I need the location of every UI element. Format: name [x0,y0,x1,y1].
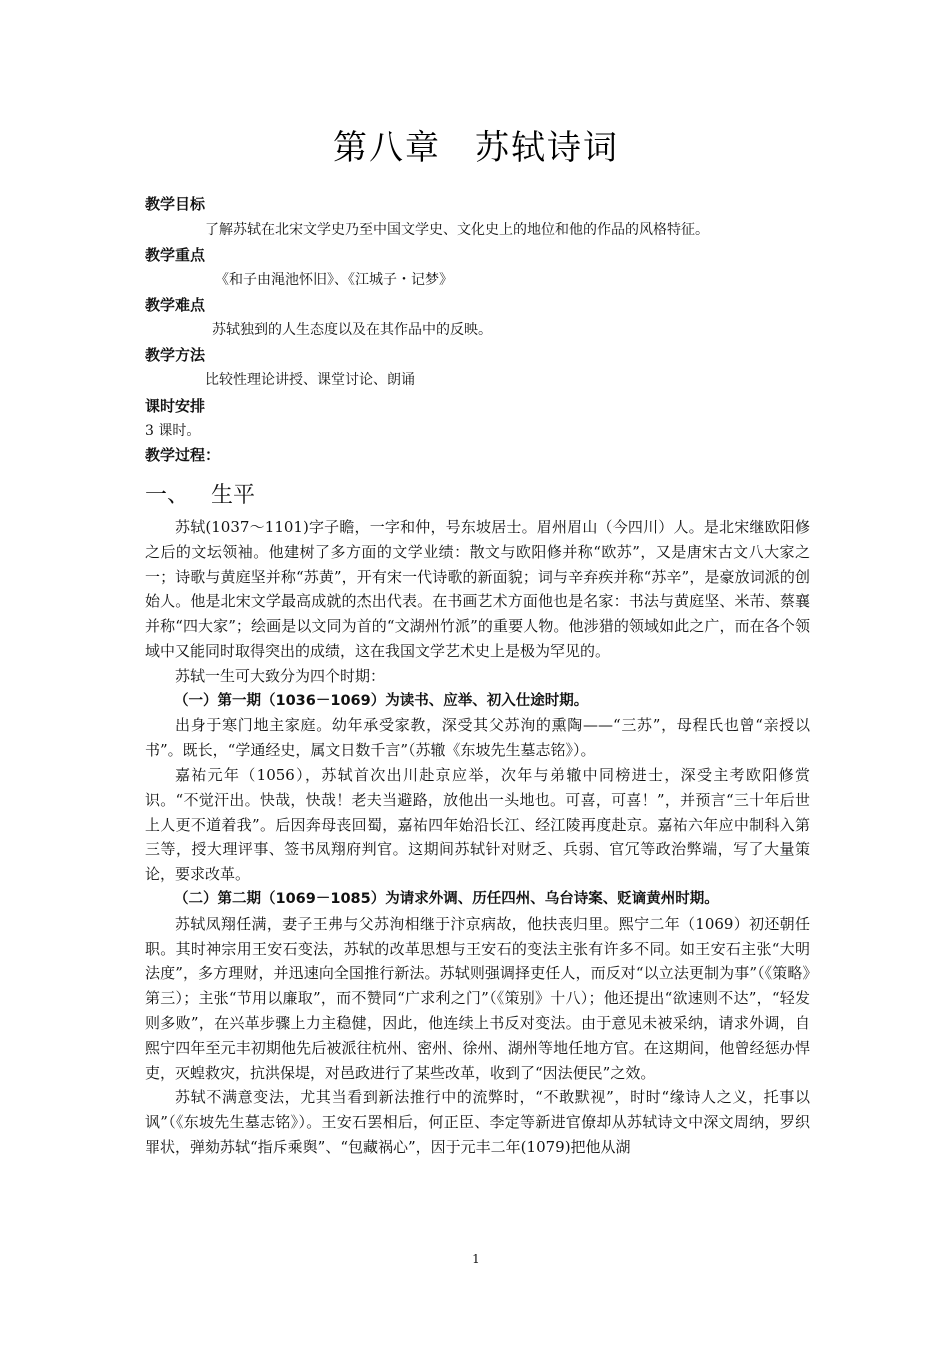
method-label: 教学方法 [145,346,206,364]
schedule-label: 课时安排 [145,397,206,415]
paragraph: 苏轼不满意变法，尤其当看到新法推行中的流弊时，“不敢默视”，时时“缘诗人之义，托事以讽”（《东坡先生墓志铭》）。王安石罢相后，何正臣、李定等新进官僚却从苏轼诗文中深文周纳，罗织罪状，弹劾苏轼“指斥乘舆”、“包藏祸心”，因于元丰二年(1079)把他从湖 [145,1088,810,1156]
difficulty-text: 苏轼独到的人生态度以及在其作品中的反映。 [212,322,492,338]
body-text [145,515,810,1160]
section-number: 一、 [145,483,190,508]
period-heading: （一）第一期（1036－1069）为读书、应举、初入仕途时期。 [174,692,589,709]
page-number: 1 [472,1252,480,1266]
paragraph: 苏轼一生可大致分为四个时期： [175,666,386,685]
paragraph: 苏轼凤翔任满，妻子王弗与父苏洵相继于汴京病故，他扶丧归里。熙宁二年（1069）初还朝任职。其时神宗用王安石变法，苏轼的改革思想与王安石的变法主张有许多不同。如王安石主张“大明法度”，多方理财，并迅速向全国推行新法。苏轼则强调择吏任人，而反对“以立法更制为事”（《策略》第三）；主张“节用以廉取”，而不赞同“广求利之门”（《策别》十八）；他还提出“欲速则不达”，“轻发则多败”，在兴革步骤上力主稳健，因此，他连续上书反对变法。由于意见未被采纳，请求外调，自熙宁四年至元丰初期他先后被派往杭州、密州、徐州、湖州等地任地方官。在这期间，他曾经惩办悍吏，灭蝗救灾，抗洪保堤，对邑政进行了某些改革，收到了“因法便民”之效。 [145,914,810,1082]
focus-text: 《和子由渑池怀旧》、《江城子・记梦》 [215,272,453,288]
section-title: 生平 [211,483,256,508]
difficulty-label: 教学难点 [145,296,206,314]
paragraph: 嘉祐元年（1056），苏轼首次出川赴京应举，次年与弟辙中同榜进士，深受主考欧阳修赏识。“不觉汗出。快哉，快哉！老夫当避路，放他出一头地也。可喜，可喜！”，并预言“三十年后世上人更不道着我”。后因奔母丧回蜀，嘉祐四年始沿长江、经江陵再度赴京。嘉祐六年应中制科入第三等，授大理评事、签书凤翔府判官。这期间苏轼针对财乏、兵弱、官冗等政治弊端，写了大量策论，要求改革。 [145,765,810,884]
process-label: 教学过程： [145,446,221,464]
schedule-text: 3 课时。 [145,423,201,439]
section-heading [145,478,255,509]
chapter-title [0,120,952,169]
chapter-number: 第八章 [333,128,441,168]
paragraph: 苏轼(1037～1101)字子瞻，一字和仲，号东坡居士。眉州眉山（今四川）人。是北宋继欧阳修之后的文坛领袖。他建树了多方面的文学业绩：散文与欧阳修并称“欧苏”，又是唐宋古文八大家之一；诗歌与黄庭坚并称“苏黄”，开有宋一代诗歌的新面貌；词与辛弃疾并称“苏辛”，是豪放词派的创始人。他是北宋文学最高成就的杰出代表。在书画艺术方面他也是名家：书法与黄庭坚、米芾、蔡襄并称“四大家”；绘画是以文同为首的“文湖州竹派”的重要人物。他涉猎的领域如此之广，而在各个领域中又能同时取得突出的成绩，这在我国文学艺术史上是极为罕见的。 [145,518,810,660]
method-text: 比较性理论讲授、课堂讨论、朗诵 [205,372,415,388]
period-heading: （二）第二期（1069－1085）为请求外调、历任四州、乌台诗案、贬谪黄州时期。 [174,890,719,907]
paragraph: 出身于寒门地主家庭。幼年承受家教，深受其父苏洵的熏陶——“三苏”，母程氏也曾“亲授以书”。既长，“学通经史，属文日数千言”（苏辙《东坡先生墓志铭》）。 [145,716,810,760]
goal-text: 了解苏轼在北宋文学史乃至中国文学史、文化史上的地位和他的作品的风格特征。 [205,222,709,238]
goal-label: 教学目标 [145,195,206,213]
focus-label: 教学重点 [145,246,206,264]
chapter-name: 苏轼诗词 [475,128,619,168]
